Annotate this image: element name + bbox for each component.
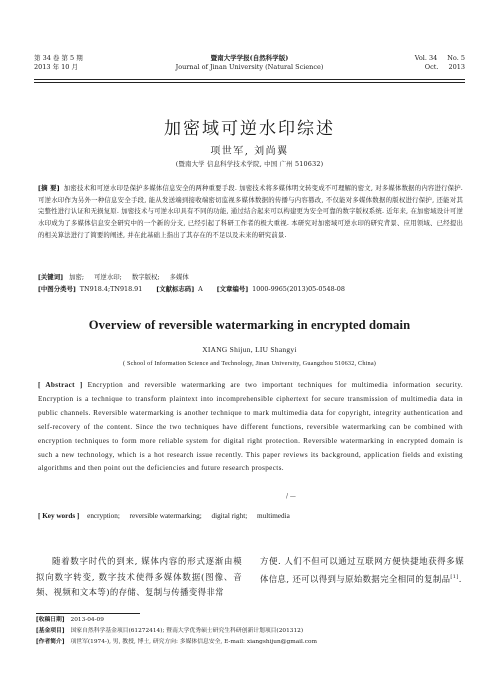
doc-code-value: A — [198, 285, 203, 293]
keyword-en: digital right; — [211, 512, 248, 520]
header-no: No. 5 — [447, 54, 465, 62]
clc-label: [中图分类号] — [38, 285, 76, 293]
journal-name-cn: 暨南大学学报(自然科学版) — [210, 54, 289, 62]
keyword-cn: 数字版权; — [131, 273, 160, 281]
footnote-rule — [36, 613, 140, 614]
header-month: Oct. — [424, 63, 439, 71]
article-number-label: [文章编号] — [216, 285, 249, 293]
abstract-cn — [38, 183, 463, 242]
keywords-en — [38, 511, 463, 522]
running-header — [34, 54, 465, 78]
header-rule-thick — [34, 79, 465, 80]
footnote-author-bio — [36, 638, 465, 647]
stray-mark-icon: / — — [286, 493, 296, 500]
footnote-funding — [36, 627, 465, 636]
authors-en: XIANG Shijun, LIU Shangyi — [202, 345, 297, 354]
body-column-left: 随着数字时代的到来, 媒体内容的形式逐渐由模拟向数字转变, 数字技术使得多媒体数据(图像、音频、视频和文本等)的存储、复制与传播变得非常 — [36, 556, 242, 598]
body-right-text: 方便. 人们不但可以通过互联网方便快捷地获得多媒体信息, 还可以得到与原始数据完全相同的复制品 — [260, 556, 464, 584]
keyword-cn: 可逆水印; — [94, 273, 122, 281]
authors-cn: 项世军, 刘尚翼 — [210, 146, 289, 157]
clc-value: TN918.4;TN918.91 — [79, 285, 143, 293]
footnote-text: 项世军(1974-), 男, 教授, 博士, 研究方向: 多媒体信息安全, E-mail: xiangshijun@gmail.com — [70, 639, 317, 645]
header-volume-issue: 第 34 卷 第 5 期 — [34, 54, 83, 62]
affiliation-cn: (暨南大学 信息科学技术学院, 中国 广州 510632) — [175, 160, 324, 168]
article-number-value: 1000-9965(2013)05-0548-08 — [252, 285, 345, 293]
footnote-label: [基金项目] — [36, 628, 65, 634]
keyword-en: reversible watermarking; — [129, 512, 202, 520]
header-date-en — [405, 63, 465, 72]
abstract-cn-text: 加密技术和可逆水印是保护多媒体信息安全的两种重要手段. 加密技术将多媒体明文转变成不可理解的密文, 对多媒体数据的内容进行保护. 可逆水印作为另外一种信息安全手段, 能从发送端到接收端密切监视多媒体数据的传播与内容篡改, 不仅能对多媒体数据的版权进行保护, 还能对其完整性进行认证和无损复原. 加密技术与可逆水印具有不同的功能, 通过结合起来可以构建更为安全可靠的数字版权系统. 近年来, 在加密域设计可逆水印成为了多媒体信息安全研究中的一个新的分支, 已经引起了科研工作者的极大重视. 本研究对加密域可逆水印的研究背景、应用领域、已经提出的相关算法进行了简要的阐述, 并在此基础上指出了其存在的不足以及未来的研究前景. — [38, 184, 463, 239]
header-rule-thin — [34, 82, 465, 83]
keywords-en-label: [ Key words ] — [38, 512, 80, 520]
header-year: 2013 — [448, 63, 465, 71]
keywords-cn — [38, 272, 463, 283]
doc-code-label: [文献标志码] — [156, 285, 195, 293]
keywords-cn-label: [关键词] — [38, 273, 64, 281]
journal-name-en: Journal of Jinan University (Natural Science) — [175, 63, 324, 71]
abstract-en-label: [ Abstract ] — [38, 381, 83, 389]
footnote-label: [作者简介] — [36, 639, 65, 645]
footnote-label: [收稿日期] — [36, 617, 65, 623]
footnote-text: 国家自然科学基金项目(61272414); 暨南大学优秀硕士研究生科研创新计划项目(201312) — [70, 628, 304, 634]
keyword-en: encryption; — [87, 512, 120, 520]
classification-cn — [38, 284, 463, 295]
header-volume-en — [405, 54, 465, 72]
keyword-cn: 多媒体 — [169, 273, 189, 281]
body-column-right — [260, 554, 464, 587]
abstract-en-text: Encryption and reversible watermarking are two important techniques for multimedia information security. Encryption is a technique to transform plaintext into incomprehensible ciphertext for secure transmission of multimedia data in public channels. Reversible watermarking is another technique to mark multimedia data for copyright, integrity authentication and self-recovery of the content. Since the two techniques have different functions, reversible watermarking can be combined with encryption techniques to form more reliable system for digital right protection. Reversible watermarking in encrypted domain is such a new technology, which is a hot research issue recently. This paper reviews its background, application fields and existing algorithms and then point out the deficiencies and future research prospects. — [38, 381, 463, 473]
header-journal — [34, 54, 465, 72]
affiliation-en: ( School of Information Science and Technology, Jinan University, Guangzhou 510632, China) — [122, 360, 377, 367]
keyword-en: multimedia — [257, 512, 290, 520]
header-date-cn: 2013 年 10 月 — [34, 63, 79, 71]
header-vol: Vol. 34 — [414, 54, 438, 62]
abstract-cn-label: [摘 要] — [38, 184, 60, 192]
body-right-end: . — [458, 573, 462, 584]
header-vol-no — [405, 54, 465, 63]
footnote-text: 2013-04-09 — [70, 617, 104, 623]
abstract-en — [38, 379, 463, 476]
paper-title-en: Overview of reversible watermarking in encrypted domain — [88, 318, 411, 332]
citation-ref[interactable]: [1] — [450, 573, 459, 580]
keyword-cn: 加密; — [69, 273, 84, 281]
paper-title-cn: 加密域可逆水印综述 — [164, 119, 335, 139]
footnote-received — [36, 616, 465, 625]
